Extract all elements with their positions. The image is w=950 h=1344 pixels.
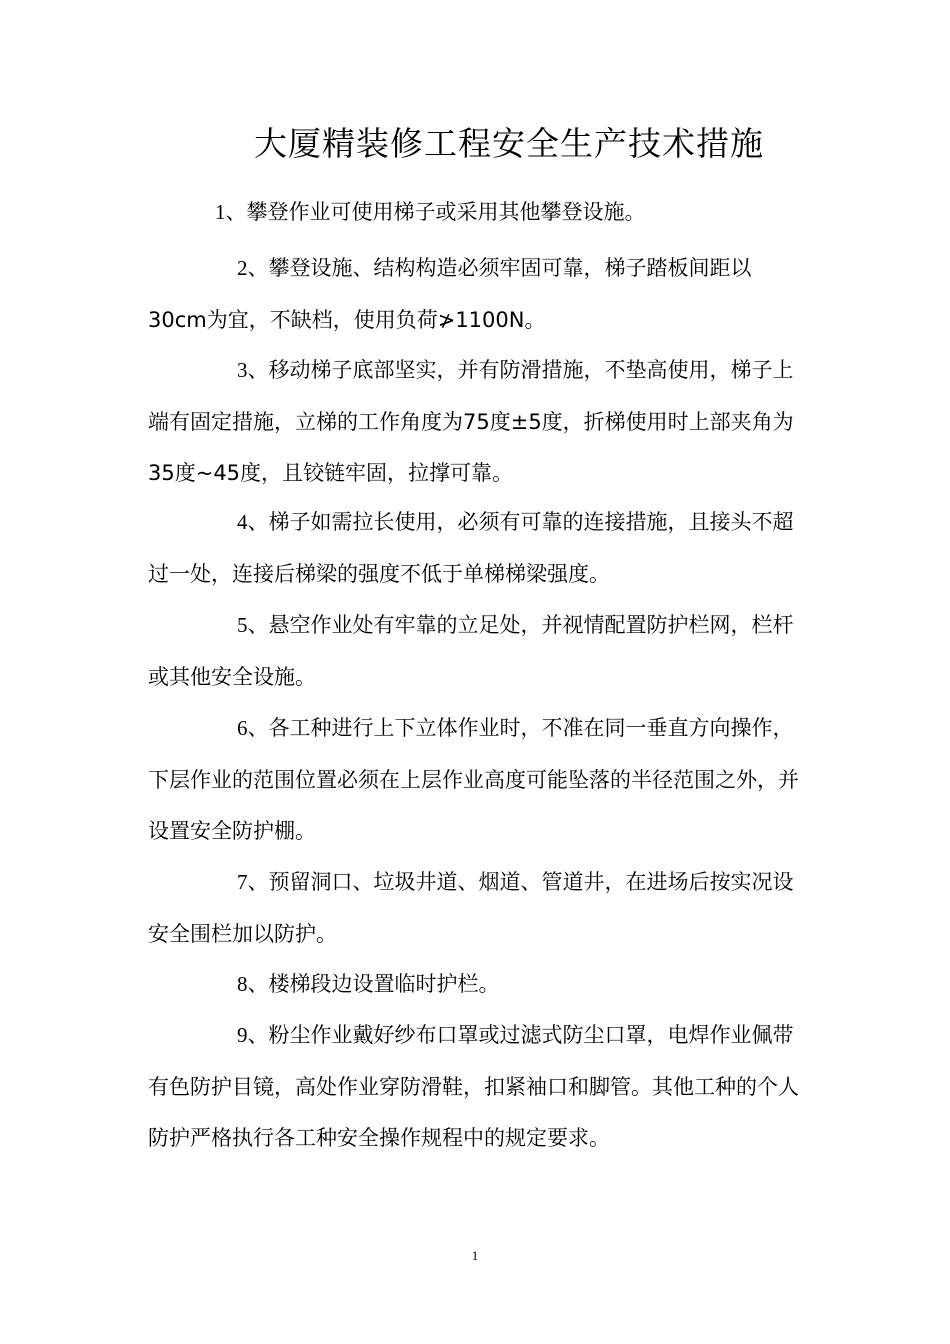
list-item-1 bbox=[148, 187, 800, 239]
item-number: 6 bbox=[237, 716, 248, 740]
item-text: 、楼梯段边设置临时护栏。 bbox=[247, 972, 500, 996]
list-item-8 bbox=[148, 959, 800, 1011]
list-item-5 bbox=[148, 600, 800, 703]
list-item-6 bbox=[148, 703, 800, 858]
list-item-7 bbox=[148, 857, 800, 960]
item-text: 、梯子如需拉长使用，必须有可靠的连接措施，且接头不超过一处，连接后梯梁的强度不低于单梯梯梁强度。 bbox=[148, 510, 794, 586]
item-number: 8 bbox=[237, 972, 248, 996]
page-number: 1 bbox=[471, 1248, 479, 1263]
item-text: 、悬空作业处有牢靠的立足处，并视情配置防护栏网，栏杆或其他安全设施。 bbox=[148, 613, 794, 689]
document-title: 大厦精装修工程安全生产技术措施 bbox=[254, 124, 764, 163]
list-item-9 bbox=[148, 1010, 800, 1165]
item-number: 3 bbox=[237, 358, 248, 382]
item-text: 、攀登设施、结构构造必须牢固可靠，梯子踏板间距以30cm为宜，不缺档，使用负荷≯1100N。 bbox=[148, 256, 752, 332]
item-text: 、攀登作业可使用梯子或采用其他攀登设施。 bbox=[225, 200, 646, 224]
item-number: 1 bbox=[215, 200, 226, 224]
list-item-4 bbox=[148, 497, 800, 600]
item-text: 、预留洞口、垃圾井道、烟道、管道井，在进场后按实况设安全围栏加以防护。 bbox=[148, 870, 794, 946]
item-text: 、移动梯子底部坚实，并有防滑措施，不垫高使用，梯子上端有固定措施，立梯的工作角度为75度±5度，折梯使用时上部夹角为35度~45度，且铰链牢固，拉撑可靠。 bbox=[148, 358, 794, 485]
item-number: 7 bbox=[237, 870, 248, 894]
list-item-2 bbox=[148, 243, 800, 346]
item-number: 2 bbox=[237, 256, 248, 280]
item-number: 9 bbox=[237, 1023, 248, 1047]
item-number: 5 bbox=[237, 613, 248, 637]
item-text: 、粉尘作业戴好纱布口罩或过滤式防尘口罩，电焊作业佩带有色防护目镜，高处作业穿防滑鞋，扣紧袖口和脚管。其他工种的个人防护严格执行各工种安全操作规程中的规定要求。 bbox=[148, 1023, 799, 1150]
item-number: 4 bbox=[237, 510, 248, 534]
item-text: 、各工种进行上下立体作业时，不准在同一垂直方向操作，下层作业的范围位置必须在上层作业高度可能坠落的半径范围之外，并设置安全防护棚。 bbox=[148, 716, 799, 843]
list-item-3 bbox=[148, 345, 800, 500]
